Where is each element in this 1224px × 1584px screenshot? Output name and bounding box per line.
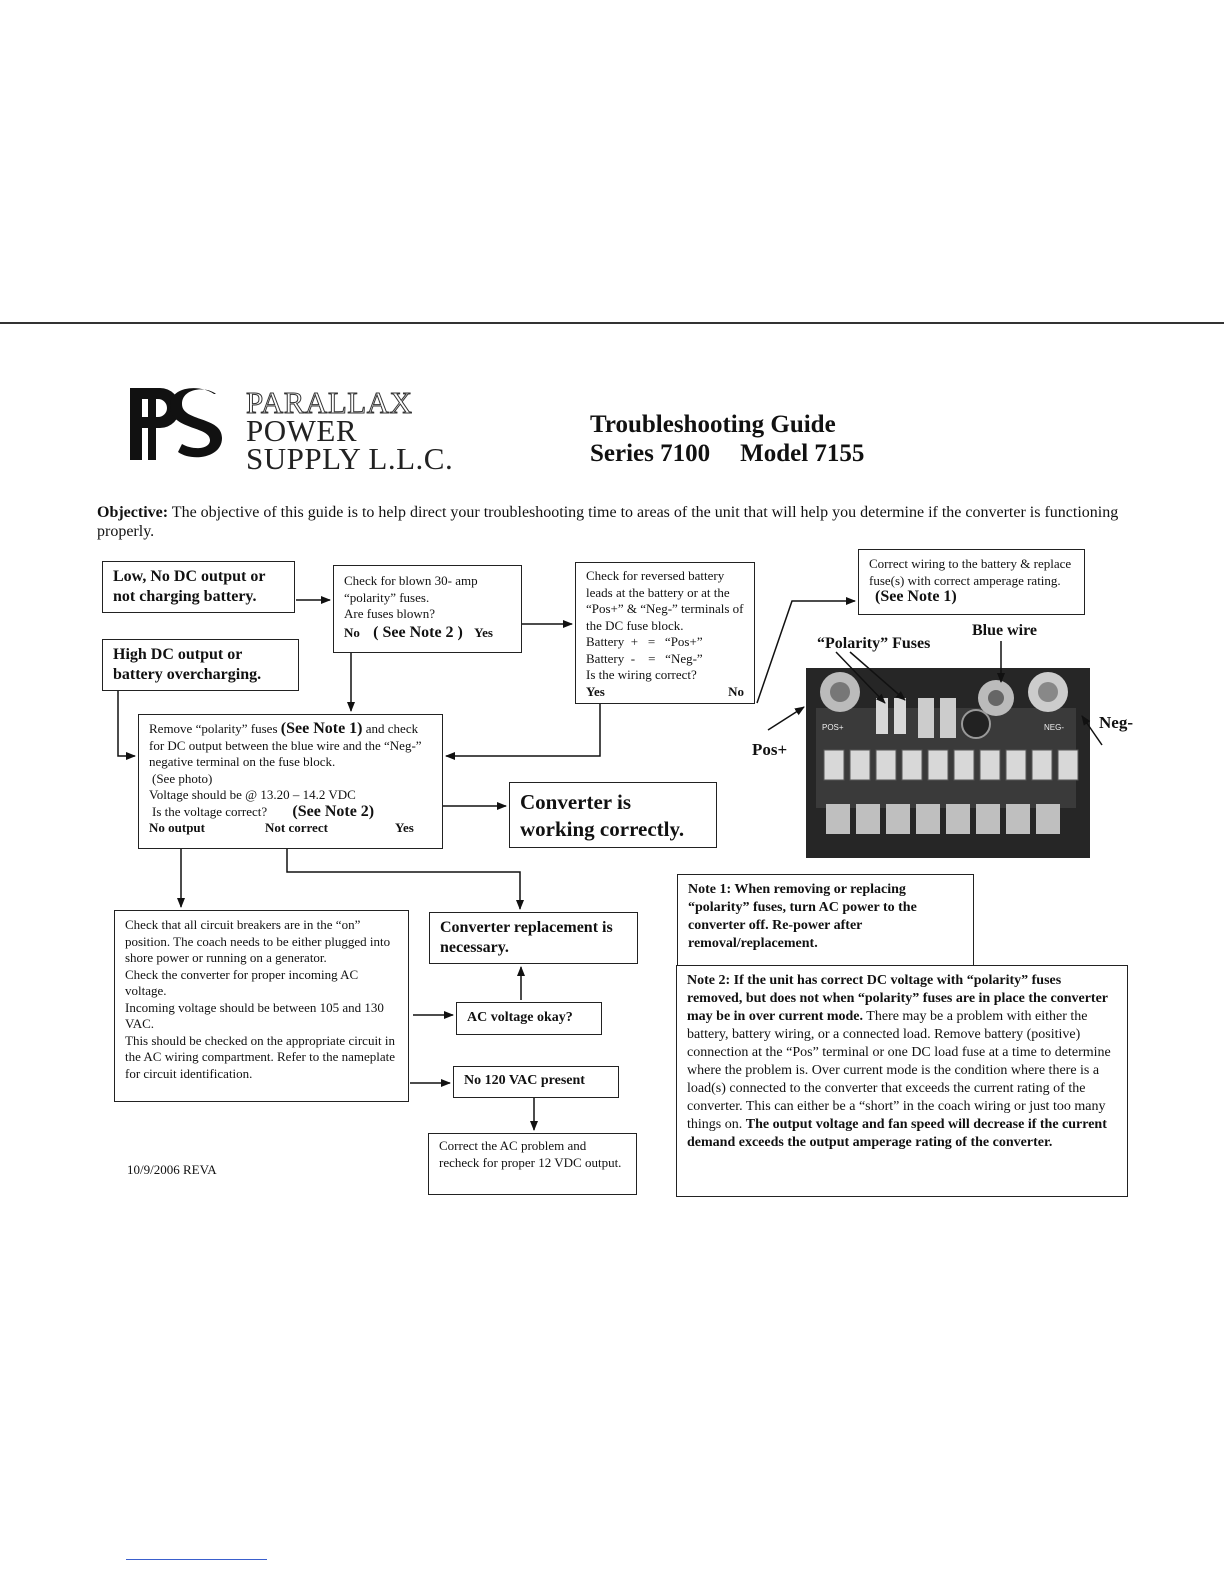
neg-label: Neg- [1099,713,1133,732]
reversed-no: No [728,683,744,699]
remove-text1: Remove “polarity” fuses [149,721,278,736]
title-model: Model 7155 [740,440,865,467]
breakers-p3: Incoming voltage should be between 105 and 130 VAC. [125,999,384,1031]
no-120vac-text: No 120 VAC present [464,1073,585,1088]
polarity-fuses-label: “Polarity” Fuses [817,635,931,652]
battery-neg-mapping: Battery - = “Neg-” [586,650,703,666]
voltage-yes-label: Yes [395,820,414,835]
breakers-p2: Check the converter for proper incoming AC voltage. [125,966,359,998]
reversed-yes: Yes [586,683,605,699]
remove-fuses-box [138,714,443,849]
see-photo: (See photo) [152,770,213,786]
converter-working-box [509,782,717,848]
correct-wiring-box [858,549,1085,615]
wiring-question: Is the wiring correct? [586,667,697,682]
note2-text: There may be a problem with either the battery, battery wiring, or a connected load. Remove battery (positive) connection at the “Pos” terminal or one DC load fuse at a time to determine where the problem is. Over current mode is the condition where there is a load(s) connected to the converter that exceeds the current rating of the converter. This can either be a “short” in the coach wiring or just too many things on. [687,1009,1111,1132]
top-rule [0,322,1224,324]
low-dc-text: Low, No DC output or not charging battery. [113,568,266,605]
low-dc-box [102,561,295,613]
blown-fuses-note: ( See Note 2 ) [373,623,463,641]
blown-fuses-question: Check for blown 30- amp “polarity” fuses. [344,573,478,605]
pos-label: Pos+ [752,740,788,759]
battery-pos-mapping: Battery + = “Pos+” [586,634,703,649]
note2-bold-text: Note 2: If the unit has correct DC voltage with “polarity” fuses removed, but does not when “polarity” fuses are in place the converter may be in over current mode. [687,973,1108,1024]
objective-label: Objective: [97,504,169,521]
pcb-neg-label: NEG- [1044,723,1064,732]
objective-paragraph [97,503,1132,541]
ps-logo-icon [128,386,228,462]
remove-text2: and check for DC output between the blue wire and the “Neg-” negative terminal on the fuse block. [149,721,422,769]
ac-voltage-okay-text: AC voltage okay? [467,1010,573,1025]
page-title [590,410,864,468]
objective-text: The objective of this guide is to help direct your troubleshooting time to areas of the unit that will help you determine if the converter is functioning properly. [97,504,1119,540]
revision-date: 10/9/2006 REVA [127,1162,217,1177]
breakers-p4: This should be checked on the appropriate circuit in the AC wiring compartment. Refer to the nameplate for circuit identification. [125,1032,396,1081]
ac-voltage-okay-box [456,1002,602,1035]
no-output-label: No output [149,820,205,835]
note2-box [676,965,1128,1197]
circuit-breakers-box [114,910,409,1102]
fuse-block-photo [806,668,1090,858]
note2-bold-end: The output voltage and fan speed will decrease if the current demand exceeds the output amperage rating of the converter. [687,1117,1107,1150]
remove-note1: (See Note 1) [280,720,363,737]
converter-working-text: Converter is working correctly. [520,790,685,841]
company-logo [128,386,228,462]
correct-wiring-note: (See Note 1) [875,588,957,605]
fuse-block-image [806,668,1090,858]
blown-fuses-prompt: Are fuses blown? [344,606,435,621]
voltage-spec: Voltage should be @ 13.20 – 14.2 VDC [149,787,356,802]
title-series: Series 7100 [590,440,711,467]
correct-wiring-text: Correct wiring to the battery & replace fuse(s) with correct amperage rating. [869,556,1072,588]
high-dc-box [102,639,299,691]
blown-fuses-box [333,565,522,653]
note1-text: Note 1: When removing or replacing “polarity” fuses, turn AC power to the converter off. Re-power after removal/replacement. [688,882,917,951]
converter-replacement-text: Converter replacement is necessary. [440,919,613,956]
title-line: Troubleshooting Guide [590,411,836,438]
high-dc-text: High DC output or battery overcharging. [113,646,262,683]
not-correct-label: Not correct [265,820,328,835]
blue-wire-label: Blue wire [972,622,1038,639]
breakers-p1: Check that all circuit breakers are in the “on” position. The coach needs to be either plugged into shore power or running on a generator. [125,917,391,965]
blown-fuses-no: No [344,624,360,640]
no-120vac-box [453,1066,619,1098]
logo-text [246,385,454,476]
correct-ac-box [428,1133,637,1195]
reversed-leads-box [575,562,755,704]
reversed-leads-text: Check for reversed battery leads at the battery or at the “Pos+” & “Neg-” terminals of the DC fuse block. [586,568,744,633]
converter-replacement-box [429,912,638,964]
blown-fuses-yes: Yes [474,624,493,640]
bottom-link-rule [126,1559,267,1560]
remove-note2: (See Note 2) [292,802,375,820]
correct-ac-text: Correct the AC problem and recheck for proper 12 VDC output. [439,1138,622,1170]
logo-line-power: POWER [246,413,357,448]
voltage-question: Is the voltage correct? [152,803,268,819]
pcb-pos-label: POS+ [822,723,844,732]
logo-line-supply: SUPPLY L.L.C. [246,441,454,476]
logo-line-parallax: PARALLAX [246,385,413,420]
note1-box [677,874,974,966]
